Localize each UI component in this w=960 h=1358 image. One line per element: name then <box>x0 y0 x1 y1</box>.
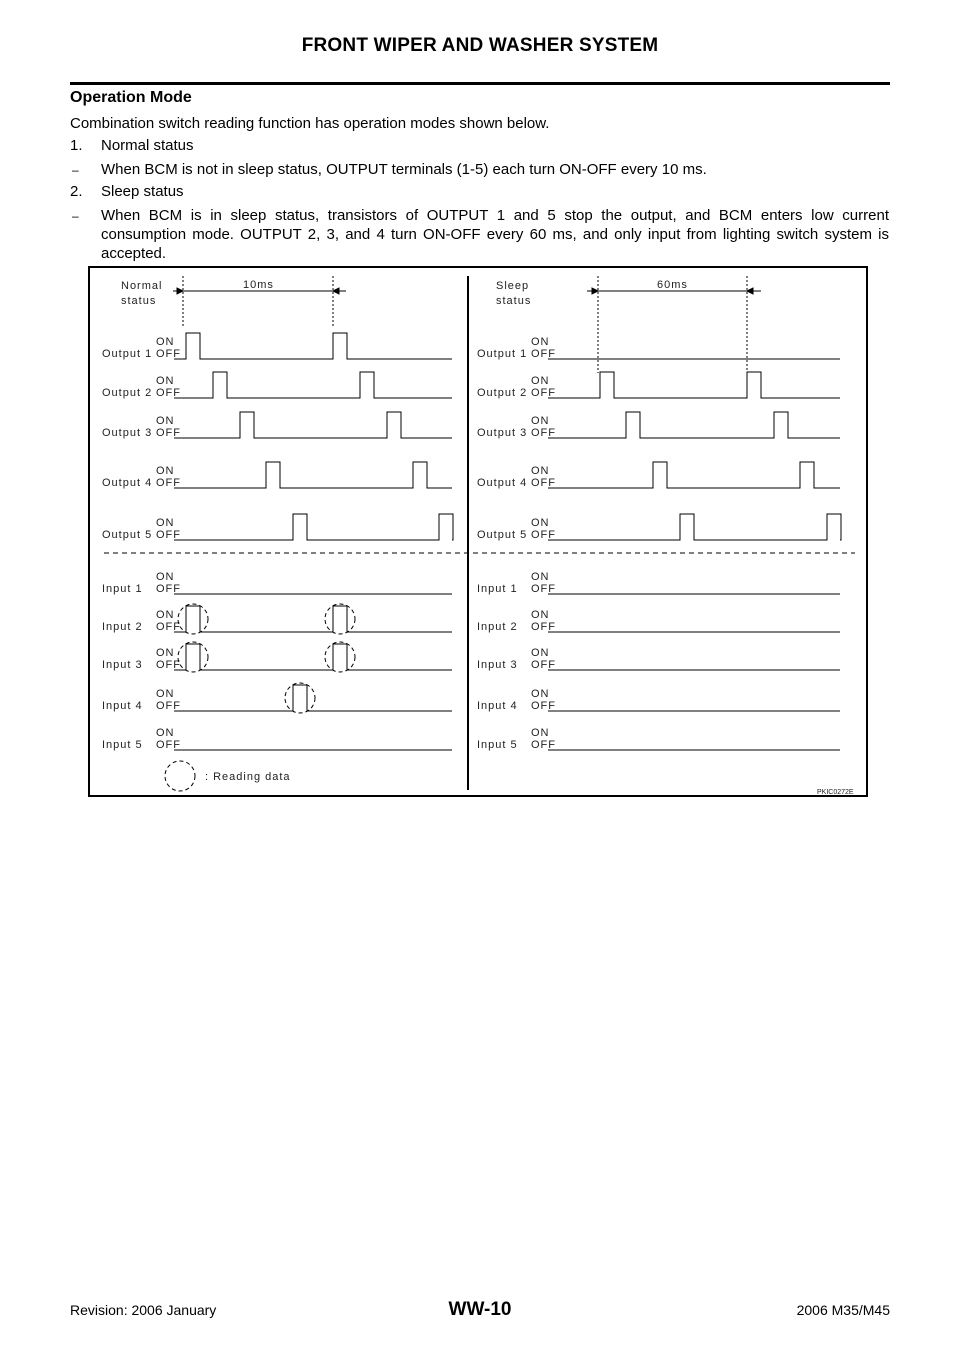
dash-bullet-2: – <box>72 209 79 223</box>
normal-output-5-off-label: OFF <box>156 529 181 541</box>
dash-bullet-1: – <box>72 163 79 177</box>
sleep-output-4-on-label: ON <box>531 465 550 477</box>
normal-input-2-label: Input 2 <box>102 621 143 633</box>
normal-output-3-label: Output 3 <box>102 427 153 439</box>
figure-code: PKIC0272E <box>817 789 854 796</box>
list-label-normal-status: Normal status <box>101 137 194 154</box>
sleep-output-1-off-label: OFF <box>531 348 556 360</box>
sleep-output-3-label: Output 3 <box>477 427 528 439</box>
normal-input-4-off-label: OFF <box>156 700 181 712</box>
normal-output-2-on-label: ON <box>156 375 175 387</box>
list-number-2: 2. <box>70 183 83 200</box>
reading-data-legend-icon <box>165 761 195 791</box>
normal-input-5-label: Input 5 <box>102 739 143 751</box>
normal-input-5-on-label: ON <box>156 727 175 739</box>
intro-text: Combination switch reading function has operation modes shown below. <box>70 115 550 132</box>
sleep-input-1-label: Input 1 <box>477 583 518 595</box>
normal-input-2-waveform <box>174 606 452 632</box>
sleep-output-2-waveform <box>548 372 840 398</box>
normal-input-1-on-label: ON <box>156 571 175 583</box>
sleep-output-5-label: Output 5 <box>477 529 528 541</box>
timing-diagram <box>90 268 870 799</box>
interval-10ms-label: 10ms <box>243 279 274 291</box>
sleep-output-5-on-label: ON <box>531 517 550 529</box>
sleep-status-label-1: Sleep <box>496 280 530 292</box>
sleep-input-5-label: Input 5 <box>477 739 518 751</box>
normal-input-4-on-label: ON <box>156 688 175 700</box>
title-rule <box>70 82 890 85</box>
reading-data-circle-input-3-1 <box>178 642 208 672</box>
footer-revision: Revision: 2006 January <box>70 1302 217 1318</box>
sleep-input-1-off-label: OFF <box>531 583 556 595</box>
normal-output-4-waveform <box>174 462 452 488</box>
normal-output-5-waveform <box>174 514 453 540</box>
sleep-input-4-label: Input 4 <box>477 700 518 712</box>
sleep-input-4-off-label: OFF <box>531 700 556 712</box>
normal-input-2-on-label: ON <box>156 609 175 621</box>
reading-data-circle-input-2-1 <box>178 604 208 634</box>
normal-output-1-waveform <box>174 333 452 359</box>
footer-page-number: WW-10 <box>448 1299 512 1320</box>
normal-output-5-on-label: ON <box>156 517 175 529</box>
sleep-input-1-on-label: ON <box>531 571 550 583</box>
sleep-output-4-waveform <box>548 462 840 488</box>
sleep-input-2-off-label: OFF <box>531 621 556 633</box>
normal-status-label-1: Normal <box>121 280 163 292</box>
normal-input-3-on-label: ON <box>156 647 175 659</box>
normal-input-3-label: Input 3 <box>102 659 143 671</box>
sleep-output-1-label: Output 1 <box>477 348 528 360</box>
list-number-1: 1. <box>70 137 83 154</box>
normal-output-1-on-label: ON <box>156 336 175 348</box>
normal-input-1-off-label: OFF <box>156 583 181 595</box>
normal-output-3-on-label: ON <box>156 415 175 427</box>
normal-output-4-label: Output 4 <box>102 477 153 489</box>
sleep-output-2-off-label: OFF <box>531 387 556 399</box>
page-title: FRONT WIPER AND WASHER SYSTEM <box>301 35 659 56</box>
sleep-input-3-off-label: OFF <box>531 659 556 671</box>
sleep-input-3-label: Input 3 <box>477 659 518 671</box>
sleep-output-2-on-label: ON <box>531 375 550 387</box>
interval-60ms-marker <box>587 276 761 373</box>
normal-input-2-off-label: OFF <box>156 621 181 633</box>
sleep-output-5-off-label: OFF <box>531 529 556 541</box>
reading-data-circle-input-3-2 <box>325 642 355 672</box>
normal-output-4-on-label: ON <box>156 465 175 477</box>
normal-output-3-waveform <box>174 412 452 438</box>
section-heading: Operation Mode <box>70 89 192 106</box>
sleep-output-1-on-label: ON <box>531 336 550 348</box>
sleep-input-5-on-label: ON <box>531 727 550 739</box>
normal-input-1-label: Input 1 <box>102 583 143 595</box>
normal-output-2-label: Output 2 <box>102 387 153 399</box>
sleep-status-label-2: status <box>496 295 532 307</box>
normal-output-3-off-label: OFF <box>156 427 181 439</box>
sleep-output-3-off-label: OFF <box>531 427 556 439</box>
list-label-sleep-status: Sleep status <box>101 183 184 200</box>
bullet-text-sleep: When BCM is in sleep status, transistors of OUTPUT 1 and 5 stop the output, and BCM enters low current consumption mode. OUTPUT 2, 3, and 4 turn ON-OFF every 60 ms, and only input from lighting switch system is accepted. <box>101 207 889 262</box>
normal-output-2-off-label: OFF <box>156 387 181 399</box>
sleep-input-4-on-label: ON <box>531 688 550 700</box>
normal-output-4-off-label: OFF <box>156 477 181 489</box>
sleep-output-3-waveform <box>548 412 840 438</box>
sleep-output-4-off-label: OFF <box>531 477 556 489</box>
sleep-input-2-label: Input 2 <box>477 621 518 633</box>
bullet-text-normal: When BCM is not in sleep status, OUTPUT terminals (1-5) each turn ON-OFF every 10 ms. <box>101 161 707 178</box>
sleep-output-5-waveform <box>548 514 841 540</box>
reading-data-circle-input-2-2 <box>325 604 355 634</box>
normal-output-5-label: Output 5 <box>102 529 153 541</box>
normal-input-5-off-label: OFF <box>156 739 181 751</box>
reading-data-circle-input-4-1 <box>285 683 315 713</box>
reading-data-legend-label: : Reading data <box>205 771 291 783</box>
footer-model: 2006 M35/M45 <box>796 1302 890 1318</box>
normal-input-4-waveform <box>174 685 452 711</box>
sleep-output-3-on-label: ON <box>531 415 550 427</box>
normal-status-label-2: status <box>121 295 157 307</box>
sleep-input-5-off-label: OFF <box>531 739 556 751</box>
sleep-input-2-on-label: ON <box>531 609 550 621</box>
normal-input-3-waveform <box>174 644 452 670</box>
normal-input-4-label: Input 4 <box>102 700 143 712</box>
interval-60ms-label: 60ms <box>657 279 688 291</box>
timing-diagram-figure <box>88 266 868 797</box>
normal-output-2-waveform <box>174 372 452 398</box>
sleep-input-3-on-label: ON <box>531 647 550 659</box>
normal-output-1-off-label: OFF <box>156 348 181 360</box>
sleep-output-2-label: Output 2 <box>477 387 528 399</box>
normal-output-1-label: Output 1 <box>102 348 153 360</box>
sleep-output-4-label: Output 4 <box>477 477 528 489</box>
normal-input-3-off-label: OFF <box>156 659 181 671</box>
